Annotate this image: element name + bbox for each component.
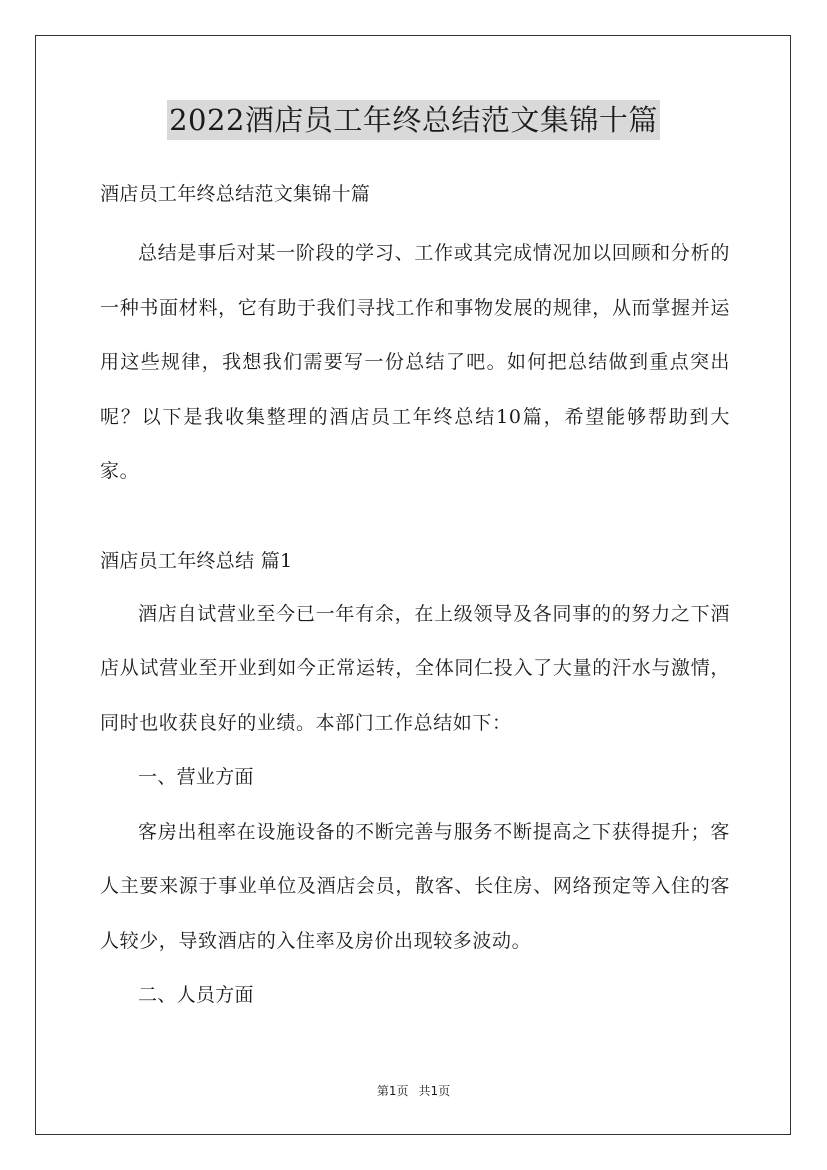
intro-paragraph: 总结是事后对某一阶段的学习、工作或其完成情况加以回顾和分析的一种书面材料，它有助于我们寻找工作和事物发展的规律，从而掌握并运用这些规律，我想我们需要写一份总结了吧。如何把总结做到重点突出呢？以下是我收集整理的酒店员工年终总结10篇，希望能够帮助到大家。 bbox=[100, 242, 730, 482]
section-spacer bbox=[100, 499, 730, 541]
item-heading-business: 一、营业方面 bbox=[138, 766, 254, 788]
section-paragraph: 酒店自试营业至今已一年有余，在上级领导及各同事的的努力之下酒店从试营业至开业到如今正常运转，全体同仁投入了大量的汗水与激情，同时也收获良好的业绩。本部门工作总结如下： bbox=[100, 602, 730, 734]
page-number-total: 共1页 bbox=[418, 1084, 451, 1098]
document-title bbox=[0, 100, 827, 140]
item-paragraph-business: 客房出租率在设施设备的不断完善与服务不断提高之下获得提升；客人主要来源于事业单位及酒店会员，散客、长住房、网络预定等入住的客人较少，导致酒店的入住率及房价出现较多波动。 bbox=[100, 820, 730, 952]
document-subtitle: 酒店员工年终总结范文集锦十篇 bbox=[100, 183, 371, 205]
document-title-text: 2022酒店员工年终总结范文集锦十篇 bbox=[167, 100, 660, 140]
page-number-current: 第1页 bbox=[376, 1084, 409, 1098]
item-heading-staff: 二、人员方面 bbox=[138, 984, 254, 1006]
section-heading: 酒店员工年终总结 篇1 bbox=[100, 549, 293, 572]
document-body bbox=[100, 174, 730, 1023]
page-footer bbox=[0, 1082, 827, 1099]
